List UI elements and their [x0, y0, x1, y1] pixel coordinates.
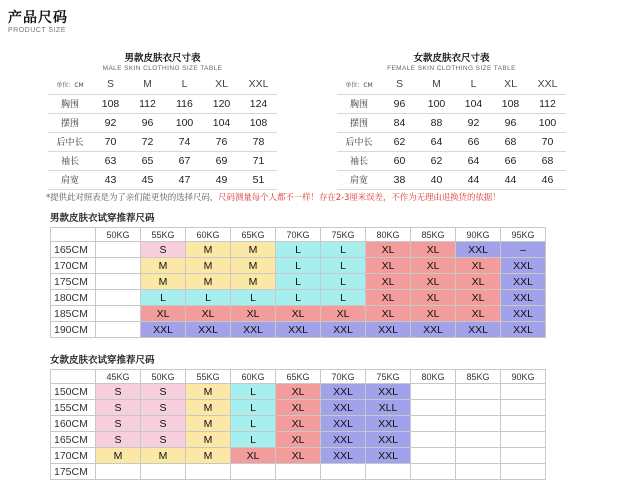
recommended-size-cell	[456, 464, 501, 480]
unit-label: 单位：CM	[56, 81, 84, 89]
recommended-size-cell: XL	[366, 258, 411, 274]
height-label: 190CM	[51, 322, 96, 338]
weight-header: 85KG	[456, 370, 501, 384]
grid-corner	[51, 370, 96, 384]
height-row	[51, 274, 546, 290]
measurement-label: 后中长	[337, 132, 381, 151]
measurement-value: 108	[92, 94, 129, 113]
weight-header: 50KG	[96, 228, 141, 242]
recommended-size-cell: XXL	[141, 322, 186, 338]
size-header-s: S	[395, 78, 403, 91]
recommended-size-cell: XL	[411, 242, 456, 258]
recommended-size-cell	[456, 384, 501, 400]
recommended-size-cell	[456, 416, 501, 432]
recommended-size-cell: L	[321, 242, 366, 258]
weight-header: 95KG	[501, 228, 546, 242]
recommended-size-cell: XL	[186, 306, 231, 322]
measurement-label: 胸围	[48, 94, 92, 113]
recommended-size-cell: L	[231, 400, 276, 416]
size-header-xl: XL	[504, 78, 517, 91]
female-size-table	[337, 75, 566, 190]
size-header-xxl: XXL	[248, 78, 269, 91]
recommended-size-cell: M	[231, 274, 276, 290]
recommended-size-cell	[501, 416, 546, 432]
measurement-value: 100	[529, 113, 566, 132]
recommended-size-cell: M	[186, 432, 231, 448]
recommended-size-cell: XXL	[366, 322, 411, 338]
measurement-row	[337, 170, 566, 189]
weight-header: 80KG	[366, 228, 411, 242]
recommended-size-cell	[96, 274, 141, 290]
recommended-size-cell: S	[141, 384, 186, 400]
height-label: 175CM	[51, 464, 96, 480]
measurement-value: 78	[240, 132, 277, 151]
weight-header: 45KG	[96, 370, 141, 384]
recommended-size-cell: S	[141, 416, 186, 432]
measurement-value: 62	[381, 132, 418, 151]
size-disclaimer-note	[46, 191, 501, 203]
recommended-size-cell: M	[96, 448, 141, 464]
recommended-size-cell: L	[231, 432, 276, 448]
measurement-row	[337, 113, 566, 132]
recommended-size-cell: XL	[411, 306, 456, 322]
measurement-value: 47	[166, 170, 203, 189]
measurement-value: 67	[166, 151, 203, 170]
recommended-size-cell: XL	[456, 274, 501, 290]
measurement-value: 40	[418, 170, 455, 189]
grid-corner	[51, 228, 96, 242]
note-red-text: 尺码测量每个人都不一样！存在2-3厘米误差，不作为无理由退换货的依据！	[218, 193, 501, 203]
recommended-size-cell: XXL	[501, 258, 546, 274]
recommended-size-cell	[366, 464, 411, 480]
weight-header: 50KG	[141, 370, 186, 384]
size-header-m: M	[432, 78, 441, 91]
size-header-l: L	[181, 78, 188, 91]
measurement-value: 64	[455, 151, 492, 170]
recommended-size-cell: XXL	[501, 274, 546, 290]
measurement-value: 69	[203, 151, 240, 170]
weight-header: 85KG	[411, 228, 456, 242]
page-subtitle: PRODUCT SIZE	[8, 27, 66, 34]
measurement-row	[48, 151, 277, 170]
measurement-label: 摆围	[337, 113, 381, 132]
measurement-row	[48, 94, 277, 113]
recommended-size-cell: XL	[231, 306, 276, 322]
recommended-size-cell	[96, 464, 141, 480]
recommended-size-cell: XXL	[366, 448, 411, 464]
recommended-size-cell: XL	[411, 290, 456, 306]
recommended-size-cell: XL	[276, 432, 321, 448]
recommended-size-cell: M	[141, 448, 186, 464]
measurement-value: 108	[240, 113, 277, 132]
recommended-size-cell	[96, 322, 141, 338]
female-size-table-block	[337, 50, 566, 190]
weight-header: 70KG	[321, 370, 366, 384]
recommended-size-cell	[321, 464, 366, 480]
height-row	[51, 400, 546, 416]
recommended-size-cell: L	[276, 290, 321, 306]
recommended-size-cell	[141, 464, 186, 480]
measurement-value: 96	[492, 113, 529, 132]
weight-header-row	[51, 228, 546, 242]
height-label: 165CM	[51, 432, 96, 448]
measurement-value: 104	[455, 94, 492, 113]
recommended-size-cell	[501, 384, 546, 400]
male-size-table	[48, 75, 277, 190]
measurement-value: 49	[203, 170, 240, 189]
recommended-size-cell: XL	[456, 258, 501, 274]
measurement-label: 胸围	[337, 94, 381, 113]
measurement-row	[337, 132, 566, 151]
recommended-size-cell	[456, 448, 501, 464]
recommended-size-cell: L	[141, 290, 186, 306]
male-recommend-title: 男款皮肤衣试穿推荐尺码	[50, 213, 155, 224]
recommended-size-cell: M	[186, 242, 231, 258]
recommended-size-cell: M	[186, 416, 231, 432]
recommended-size-cell: –	[501, 242, 546, 258]
recommended-size-cell: XXL	[321, 322, 366, 338]
recommended-size-cell: XXL	[411, 322, 456, 338]
recommended-size-cell: L	[276, 274, 321, 290]
size-header-xl: XL	[215, 78, 228, 91]
measurement-label: 袖长	[337, 151, 381, 170]
recommended-size-cell: XL	[276, 448, 321, 464]
recommended-size-cell	[456, 400, 501, 416]
size-header-m: M	[143, 78, 152, 91]
height-row	[51, 448, 546, 464]
note-gray-text: *提供此对照表是为了亲们能更快的选择尺码，	[46, 193, 219, 203]
recommended-size-cell: L	[321, 290, 366, 306]
measurement-value: 96	[381, 94, 418, 113]
size-header-l: L	[470, 78, 477, 91]
measurement-label: 后中长	[48, 132, 92, 151]
unit-label: 单位：CM	[345, 81, 373, 89]
recommended-size-cell: S	[96, 400, 141, 416]
recommended-size-cell: M	[141, 274, 186, 290]
recommended-size-cell: S	[141, 432, 186, 448]
recommended-size-cell: XXL	[186, 322, 231, 338]
recommended-size-cell: XL	[231, 448, 276, 464]
recommended-size-cell	[411, 400, 456, 416]
male-size-table-subtitle: MALE SKIN CLOTHING SIZE TABLE	[102, 65, 223, 72]
recommended-size-cell: L	[231, 290, 276, 306]
measurement-value: 120	[203, 94, 240, 113]
measurement-value: 112	[129, 94, 166, 113]
male-size-table-title: 男款皮肤衣尺寸表	[124, 53, 201, 64]
female-size-table-subtitle: FEMALE SKIN CLOTHING SIZE TABLE	[387, 65, 516, 72]
measurement-row	[48, 113, 277, 132]
measurement-value: 66	[455, 132, 492, 151]
measurement-value: 68	[492, 132, 529, 151]
recommended-size-cell: M	[231, 242, 276, 258]
recommended-size-cell: XL	[366, 290, 411, 306]
measurement-value: 70	[92, 132, 129, 151]
measurement-value: 92	[92, 113, 129, 132]
height-row	[51, 464, 546, 480]
measurement-value: 104	[203, 113, 240, 132]
measurement-value: 51	[240, 170, 277, 189]
height-row	[51, 258, 546, 274]
female-recommend-title: 女款皮肤衣试穿推荐尺码	[50, 355, 155, 366]
weight-header: 60KG	[231, 370, 276, 384]
recommended-size-cell: XL	[366, 274, 411, 290]
recommended-size-cell: XXL	[321, 400, 366, 416]
recommended-size-cell	[411, 416, 456, 432]
recommended-size-cell	[501, 432, 546, 448]
recommended-size-cell	[501, 448, 546, 464]
recommended-size-cell: XL	[456, 306, 501, 322]
recommended-size-cell: M	[141, 258, 186, 274]
height-row	[51, 384, 546, 400]
recommended-size-cell: XXL	[456, 322, 501, 338]
measurement-value: 43	[92, 170, 129, 189]
recommended-size-cell: XL	[366, 306, 411, 322]
measurement-value: 88	[418, 113, 455, 132]
recommended-size-cell: XXL	[366, 416, 411, 432]
recommended-size-cell: XXL	[501, 322, 546, 338]
recommended-size-cell: XXL	[321, 416, 366, 432]
recommended-size-cell	[411, 384, 456, 400]
recommended-size-cell: XL	[321, 306, 366, 322]
measurement-value: 46	[529, 170, 566, 189]
recommended-size-cell	[231, 464, 276, 480]
recommended-size-cell: XXL	[276, 322, 321, 338]
recommended-size-cell: L	[321, 274, 366, 290]
recommended-size-cell: XL	[276, 416, 321, 432]
measurement-row	[48, 132, 277, 151]
measurement-row	[337, 151, 566, 170]
recommended-size-cell: M	[231, 258, 276, 274]
recommended-size-cell: XXL	[366, 432, 411, 448]
weight-header-row	[51, 370, 546, 384]
height-label: 180CM	[51, 290, 96, 306]
height-label: 170CM	[51, 258, 96, 274]
weight-header: 65KG	[276, 370, 321, 384]
recommended-size-cell: L	[231, 416, 276, 432]
recommended-size-cell: XL	[276, 400, 321, 416]
measurement-label: 肩宽	[48, 170, 92, 189]
height-label: 150CM	[51, 384, 96, 400]
measurement-value: 44	[492, 170, 529, 189]
measurement-value: 116	[166, 94, 203, 113]
measurement-value: 100	[166, 113, 203, 132]
height-row	[51, 242, 546, 258]
measurement-label: 摆围	[48, 113, 92, 132]
measurement-value: 44	[455, 170, 492, 189]
male-size-table-block	[48, 50, 277, 190]
recommended-size-cell: L	[276, 258, 321, 274]
measurement-value: 64	[418, 132, 455, 151]
measurement-row	[48, 170, 277, 189]
measurement-value: 76	[203, 132, 240, 151]
measurement-value: 65	[129, 151, 166, 170]
recommended-size-cell	[411, 464, 456, 480]
recommended-size-cell	[501, 464, 546, 480]
female-size-table-title: 女款皮肤衣尺寸表	[413, 53, 490, 64]
recommended-size-cell	[501, 400, 546, 416]
measurement-label: 袖长	[48, 151, 92, 170]
height-label: 160CM	[51, 416, 96, 432]
height-label: 185CM	[51, 306, 96, 322]
height-label: 165CM	[51, 242, 96, 258]
recommended-size-cell	[411, 432, 456, 448]
recommended-size-cell: L	[321, 258, 366, 274]
weight-header: 65KG	[231, 228, 276, 242]
recommended-size-cell: S	[141, 242, 186, 258]
measurement-value: 71	[240, 151, 277, 170]
recommended-size-cell	[276, 464, 321, 480]
weight-header: 80KG	[411, 370, 456, 384]
recommended-size-cell: S	[96, 416, 141, 432]
recommended-size-cell: XXL	[501, 306, 546, 322]
measurement-value: 45	[129, 170, 166, 189]
recommended-size-cell: M	[186, 400, 231, 416]
recommended-size-cell: L	[231, 384, 276, 400]
recommended-size-cell: XXL	[321, 432, 366, 448]
height-row	[51, 322, 546, 338]
recommended-size-cell	[186, 464, 231, 480]
recommended-size-cell	[96, 306, 141, 322]
recommended-size-cell: S	[141, 400, 186, 416]
weight-header: 55KG	[141, 228, 186, 242]
recommended-size-cell: XL	[411, 274, 456, 290]
recommended-size-cell: L	[276, 242, 321, 258]
recommended-size-cell: XXL	[321, 448, 366, 464]
weight-header: 60KG	[186, 228, 231, 242]
weight-header: 90KG	[456, 228, 501, 242]
measurement-value: 112	[529, 94, 566, 113]
recommended-size-cell: XXL	[366, 384, 411, 400]
measurement-value: 62	[418, 151, 455, 170]
male-recommend-grid	[50, 227, 546, 338]
recommended-size-cell: XL	[456, 290, 501, 306]
female-recommend-grid	[50, 369, 546, 480]
recommended-size-cell: S	[96, 384, 141, 400]
recommended-size-cell: M	[186, 384, 231, 400]
height-label: 170CM	[51, 448, 96, 464]
height-row	[51, 416, 546, 432]
page-title: 产品尺码	[8, 10, 68, 26]
measurement-value: 38	[381, 170, 418, 189]
recommended-size-cell: S	[96, 432, 141, 448]
height-label: 175CM	[51, 274, 96, 290]
recommended-size-cell	[96, 290, 141, 306]
measurement-value: 100	[418, 94, 455, 113]
height-row	[51, 306, 546, 322]
measurement-value: 70	[529, 132, 566, 151]
weight-header: 75KG	[321, 228, 366, 242]
recommended-size-cell: M	[186, 448, 231, 464]
weight-header: 75KG	[366, 370, 411, 384]
recommended-size-cell: XXL	[321, 384, 366, 400]
recommended-size-cell: XLL	[366, 400, 411, 416]
recommended-size-cell	[411, 448, 456, 464]
weight-header: 55KG	[186, 370, 231, 384]
measurement-label: 肩宽	[337, 170, 381, 189]
recommended-size-cell	[96, 258, 141, 274]
measurement-value: 108	[492, 94, 529, 113]
recommended-size-cell: M	[186, 258, 231, 274]
measurement-value: 68	[529, 151, 566, 170]
recommended-size-cell: XL	[141, 306, 186, 322]
recommended-size-cell: M	[186, 274, 231, 290]
recommended-size-cell: XXL	[501, 290, 546, 306]
recommended-size-cell: XL	[366, 242, 411, 258]
weight-header: 90KG	[501, 370, 546, 384]
weight-header: 70KG	[276, 228, 321, 242]
recommended-size-cell: XL	[411, 258, 456, 274]
height-label: 155CM	[51, 400, 96, 416]
measurement-value: 74	[166, 132, 203, 151]
measurement-value: 60	[381, 151, 418, 170]
recommended-size-cell	[456, 432, 501, 448]
measurement-row	[337, 94, 566, 113]
height-row	[51, 290, 546, 306]
recommended-size-cell	[96, 242, 141, 258]
measurement-value: 72	[129, 132, 166, 151]
measurement-value: 66	[492, 151, 529, 170]
size-header-xxl: XXL	[537, 78, 558, 91]
recommended-size-cell: XXL	[456, 242, 501, 258]
recommended-size-cell: XL	[276, 384, 321, 400]
size-header-s: S	[106, 78, 114, 91]
recommended-size-cell: L	[186, 290, 231, 306]
recommended-size-cell: XXL	[231, 322, 276, 338]
recommended-size-cell: XL	[276, 306, 321, 322]
height-row	[51, 432, 546, 448]
measurement-value: 96	[129, 113, 166, 132]
measurement-value: 63	[92, 151, 129, 170]
measurement-value: 124	[240, 94, 277, 113]
measurement-value: 92	[455, 113, 492, 132]
measurement-value: 84	[381, 113, 418, 132]
